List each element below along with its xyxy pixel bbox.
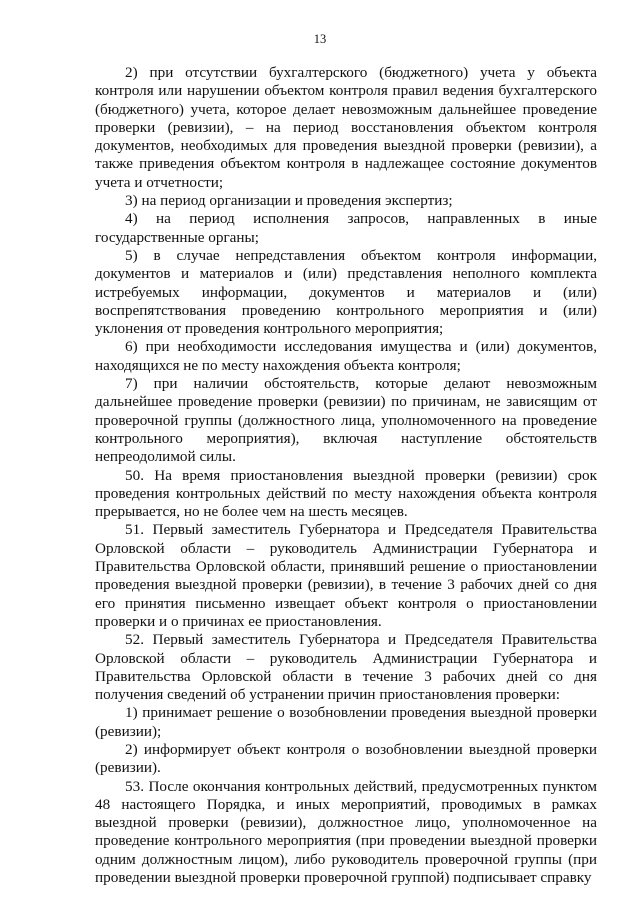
paragraph-clause-6: 6) при необходимости исследования имущества и (или) документов, находящихся не по месту нахождения объекта контроля; bbox=[95, 338, 597, 374]
paragraph-clause-7: 7) при наличии обстоятельств, которые делают невозможным дальнейшее проведение проверки (ревизии) по причинам, не зависящим от проверочной группы (должностного лица, уполномоченного на проведение контрольного мероприятия), включая наступление обстоятельств непреодолимой силы. bbox=[95, 375, 597, 466]
paragraph-clause-2: 2) при отсутствии бухгалтерского (бюджетного) учета у объекта контроля или нарушении объектом контроля правил ведения бухгалтерского (бюджетного) учета, которое делает невозможным дальнейшее проведение проверки (ревизии), – на период восстановления объектом контроля документов, необходимых для проведения выездной проверки (ревизии), а также приведения объектом контроля в надлежащее состояние документов учета и отчетности; bbox=[95, 64, 597, 191]
paragraph-section-52-item-1: 1) принимает решение о возобновлении проведения выездной проверки (ревизии); bbox=[95, 704, 597, 740]
page-number: 13 bbox=[313, 32, 327, 46]
paragraph-section-53: 53. После окончания контрольных действий, предусмотренных пунктом 48 настоящего Порядка, и иных мероприятий, проводимых в рамках выездной проверки (ревизии), должностное лицо, уполномоченное на проведение контрольного мероприятия (при проведении выездной проверки одним должностным лицом), либо руководитель проверочной группы (при проведении выездной проверки проверочной группой) подписывает справку bbox=[95, 777, 597, 887]
document-body bbox=[95, 64, 597, 887]
paragraph-section-51: 51. Первый заместитель Губернатора и Председателя Правительства Орловской области – руководитель Администрации Губернатора и Правительства Орловской области, принявший решение о приостановлении проведения выездной проверки (ревизии), в течение 3 рабочих дней со дня его принятия письменно извещает объект контроля о приостановлении проверки и о причинах ее приостановления. bbox=[95, 521, 597, 630]
paragraph-section-52-item-2: 2) информирует объект контроля о возобновлении выездной проверки (ревизии). bbox=[95, 740, 597, 777]
paragraph-clause-3: 3) на период организации и проведения экспертиз; bbox=[125, 192, 453, 210]
paragraph-clause-4: 4) на период исполнения запросов, направленных в иные государственные органы; bbox=[95, 210, 597, 246]
paragraph-clause-5: 5) в случае непредставления объектом контроля информации, документов и материалов и (или) представления неполного комплекта истребуемых информации, документов и материалов и (или) воспрепятствования проведению контрольного мероприятия и (или) уклонения от проведения контрольного мероприятия; bbox=[95, 246, 597, 338]
paragraph-section-50: 50. На время приостановления выездной проверки (ревизии) срок проведения контрольных действий по месту нахождения объекта контроля прерывается, но не более чем на шесть месяцев. bbox=[95, 466, 597, 521]
paragraph-section-52: 52. Первый заместитель Губернатора и Председателя Правительства Орловской области – руководитель Администрации Губернатора и Правительства Орловской области в течение 3 рабочих дней со дня получения сведений об устранении причин приостановления проверки: bbox=[95, 631, 597, 704]
